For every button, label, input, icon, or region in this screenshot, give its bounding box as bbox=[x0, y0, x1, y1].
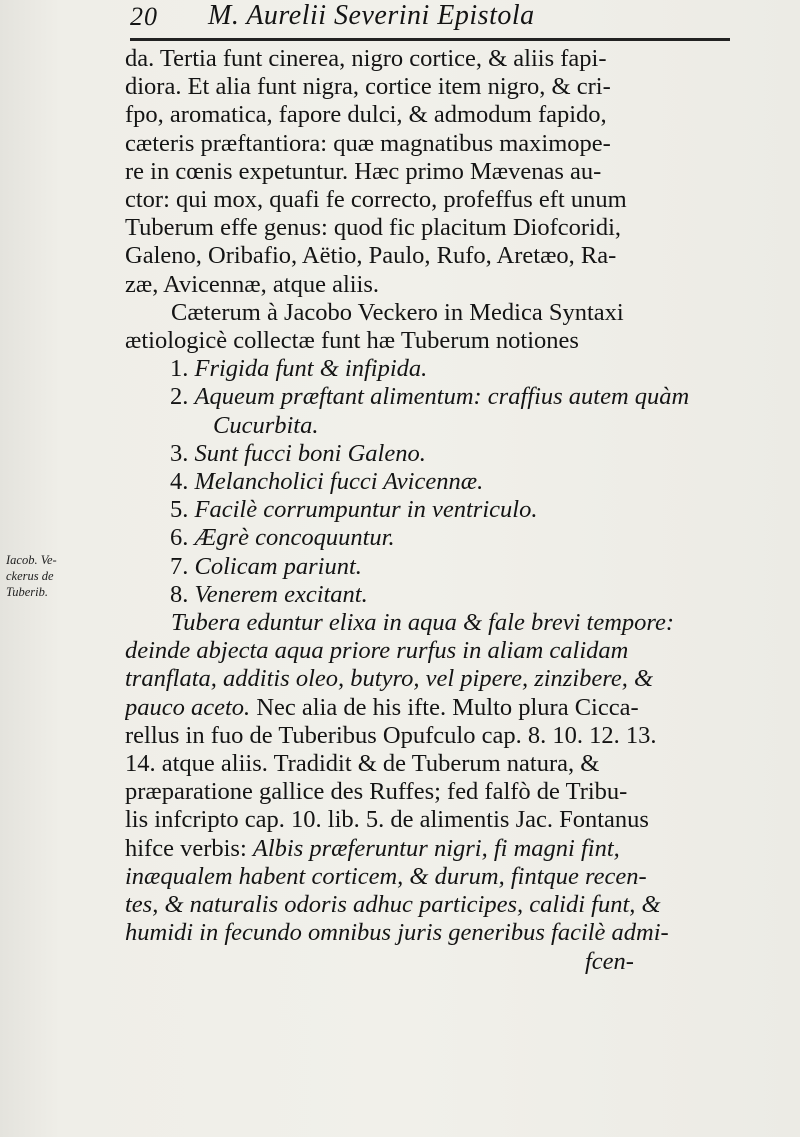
list-text: Frigida funt & infipida. bbox=[194, 355, 428, 383]
list-number: 6. bbox=[170, 524, 189, 552]
text-line: Galeno, Oribafio, Aëtio, Paulo, Rufo, Aretæo, Ra- bbox=[125, 242, 617, 270]
text-line: tes, & naturalis odoris adhuc participes, calidi funt, & bbox=[125, 891, 661, 919]
text-line: re in cœnis expetuntur. Hæc primo Mævenas au- bbox=[125, 157, 602, 185]
marginal-note bbox=[6, 552, 68, 600]
text-italic: pauco aceto. bbox=[125, 693, 251, 721]
text-line bbox=[125, 835, 770, 863]
text-line: lis infcripto cap. 10. lib. 5. de alimentis Jac. Fontanus bbox=[125, 806, 649, 834]
list-text: Sunt fucci boni Galeno. bbox=[194, 439, 426, 467]
text-line: rellus in fuo de Tuberibus Opufculo cap. 8. 10. 12. 13. bbox=[125, 721, 657, 749]
list-item-continuation: Cucurbita. bbox=[213, 411, 319, 439]
text-line: inæqualem habent corticem, & durum, fintque recen- bbox=[125, 862, 647, 890]
page-number: 20 bbox=[130, 2, 158, 31]
header-rule bbox=[130, 38, 730, 41]
text-line: zæ, Avicennæ, atque aliis. bbox=[125, 270, 380, 298]
text-line: ctor: qui mox, quafi fe correcto, profeffus eft unum bbox=[125, 186, 627, 214]
text-roman: Nec alia de his ifte. Multo plura Cicca- bbox=[250, 693, 639, 721]
catchword: fcen- bbox=[585, 947, 634, 975]
text-roman: hifce verbis: bbox=[125, 834, 253, 862]
list-number: 2. bbox=[170, 383, 189, 411]
list-number: 5. bbox=[170, 496, 189, 524]
text-line: tranflata, additis oleo, butyro, vel pipere, zinzibere, & bbox=[125, 665, 654, 693]
list-item bbox=[125, 355, 770, 383]
list-text: Venerem excitant. bbox=[194, 580, 368, 608]
list-item bbox=[125, 496, 770, 524]
list-number: 3. bbox=[170, 439, 189, 467]
main-text bbox=[125, 45, 770, 976]
list-item bbox=[125, 524, 770, 552]
text-line: cæteris præftantiora: quæ magnatibus maximope- bbox=[125, 129, 611, 157]
list-number: 8. bbox=[170, 580, 189, 608]
list-text: Facilè corrumpuntur in ventriculo. bbox=[194, 496, 538, 524]
text-line: humidi in fecundo omnibus juris generibus facilè admi- bbox=[125, 919, 669, 947]
list-number: 4. bbox=[170, 468, 189, 496]
text-line: Tuberum effe genus: quod fic placitum Diofcoridi, bbox=[125, 214, 622, 242]
list-item bbox=[125, 440, 770, 468]
list-number: 7. bbox=[170, 552, 189, 580]
list-text: Melancholici fucci Avicennæ. bbox=[194, 468, 484, 496]
text-line: ætiologicè collectæ funt hæ Tuberum notiones bbox=[125, 327, 579, 355]
text-line: deinde abjecta aqua priore rurfus in aliam calidam bbox=[125, 637, 629, 665]
list-number: 1. bbox=[170, 355, 189, 383]
text-line: Tubera eduntur elixa in aqua & fale brevi tempore: bbox=[171, 609, 675, 637]
text-line: diora. Et alia funt nigra, cortice item nigro, & cri- bbox=[125, 73, 611, 101]
list-item bbox=[125, 553, 770, 581]
text-line: præparatione gallice des Ruffes; fed falfò de Tribu- bbox=[125, 778, 628, 806]
text-line: 14. atque aliis. Tradidit & de Tuberum natura, & bbox=[125, 750, 600, 778]
list-item bbox=[125, 468, 770, 496]
list-item bbox=[125, 383, 770, 411]
page-header bbox=[130, 0, 730, 40]
marginal-note-line: ckerus de bbox=[6, 569, 54, 583]
text-line: da. Tertia funt cinerea, nigro cortice, & aliis fapi- bbox=[125, 45, 607, 72]
text-italic: Albis præferuntur nigri, fi magni fint, bbox=[252, 834, 620, 862]
running-title: M. Aurelii Severini Epistola bbox=[208, 0, 535, 31]
list-text: Ægrè concoquuntur. bbox=[194, 524, 395, 552]
marginal-note-line: Iacob. Ve- bbox=[6, 553, 57, 567]
text-line: Cæterum à Jacobo Veckero in Medica Syntaxi bbox=[171, 298, 624, 326]
list-text: Aqueum præftant alimentum: craffius autem quàm bbox=[194, 383, 690, 411]
text-line bbox=[125, 694, 770, 722]
marginal-note-line: Tuberib. bbox=[6, 585, 49, 599]
text-line: fpo, aromatica, fapore dulci, & admodum fapido, bbox=[125, 101, 607, 129]
list-text: Colicam pariunt. bbox=[194, 552, 362, 580]
list-item bbox=[125, 581, 770, 609]
